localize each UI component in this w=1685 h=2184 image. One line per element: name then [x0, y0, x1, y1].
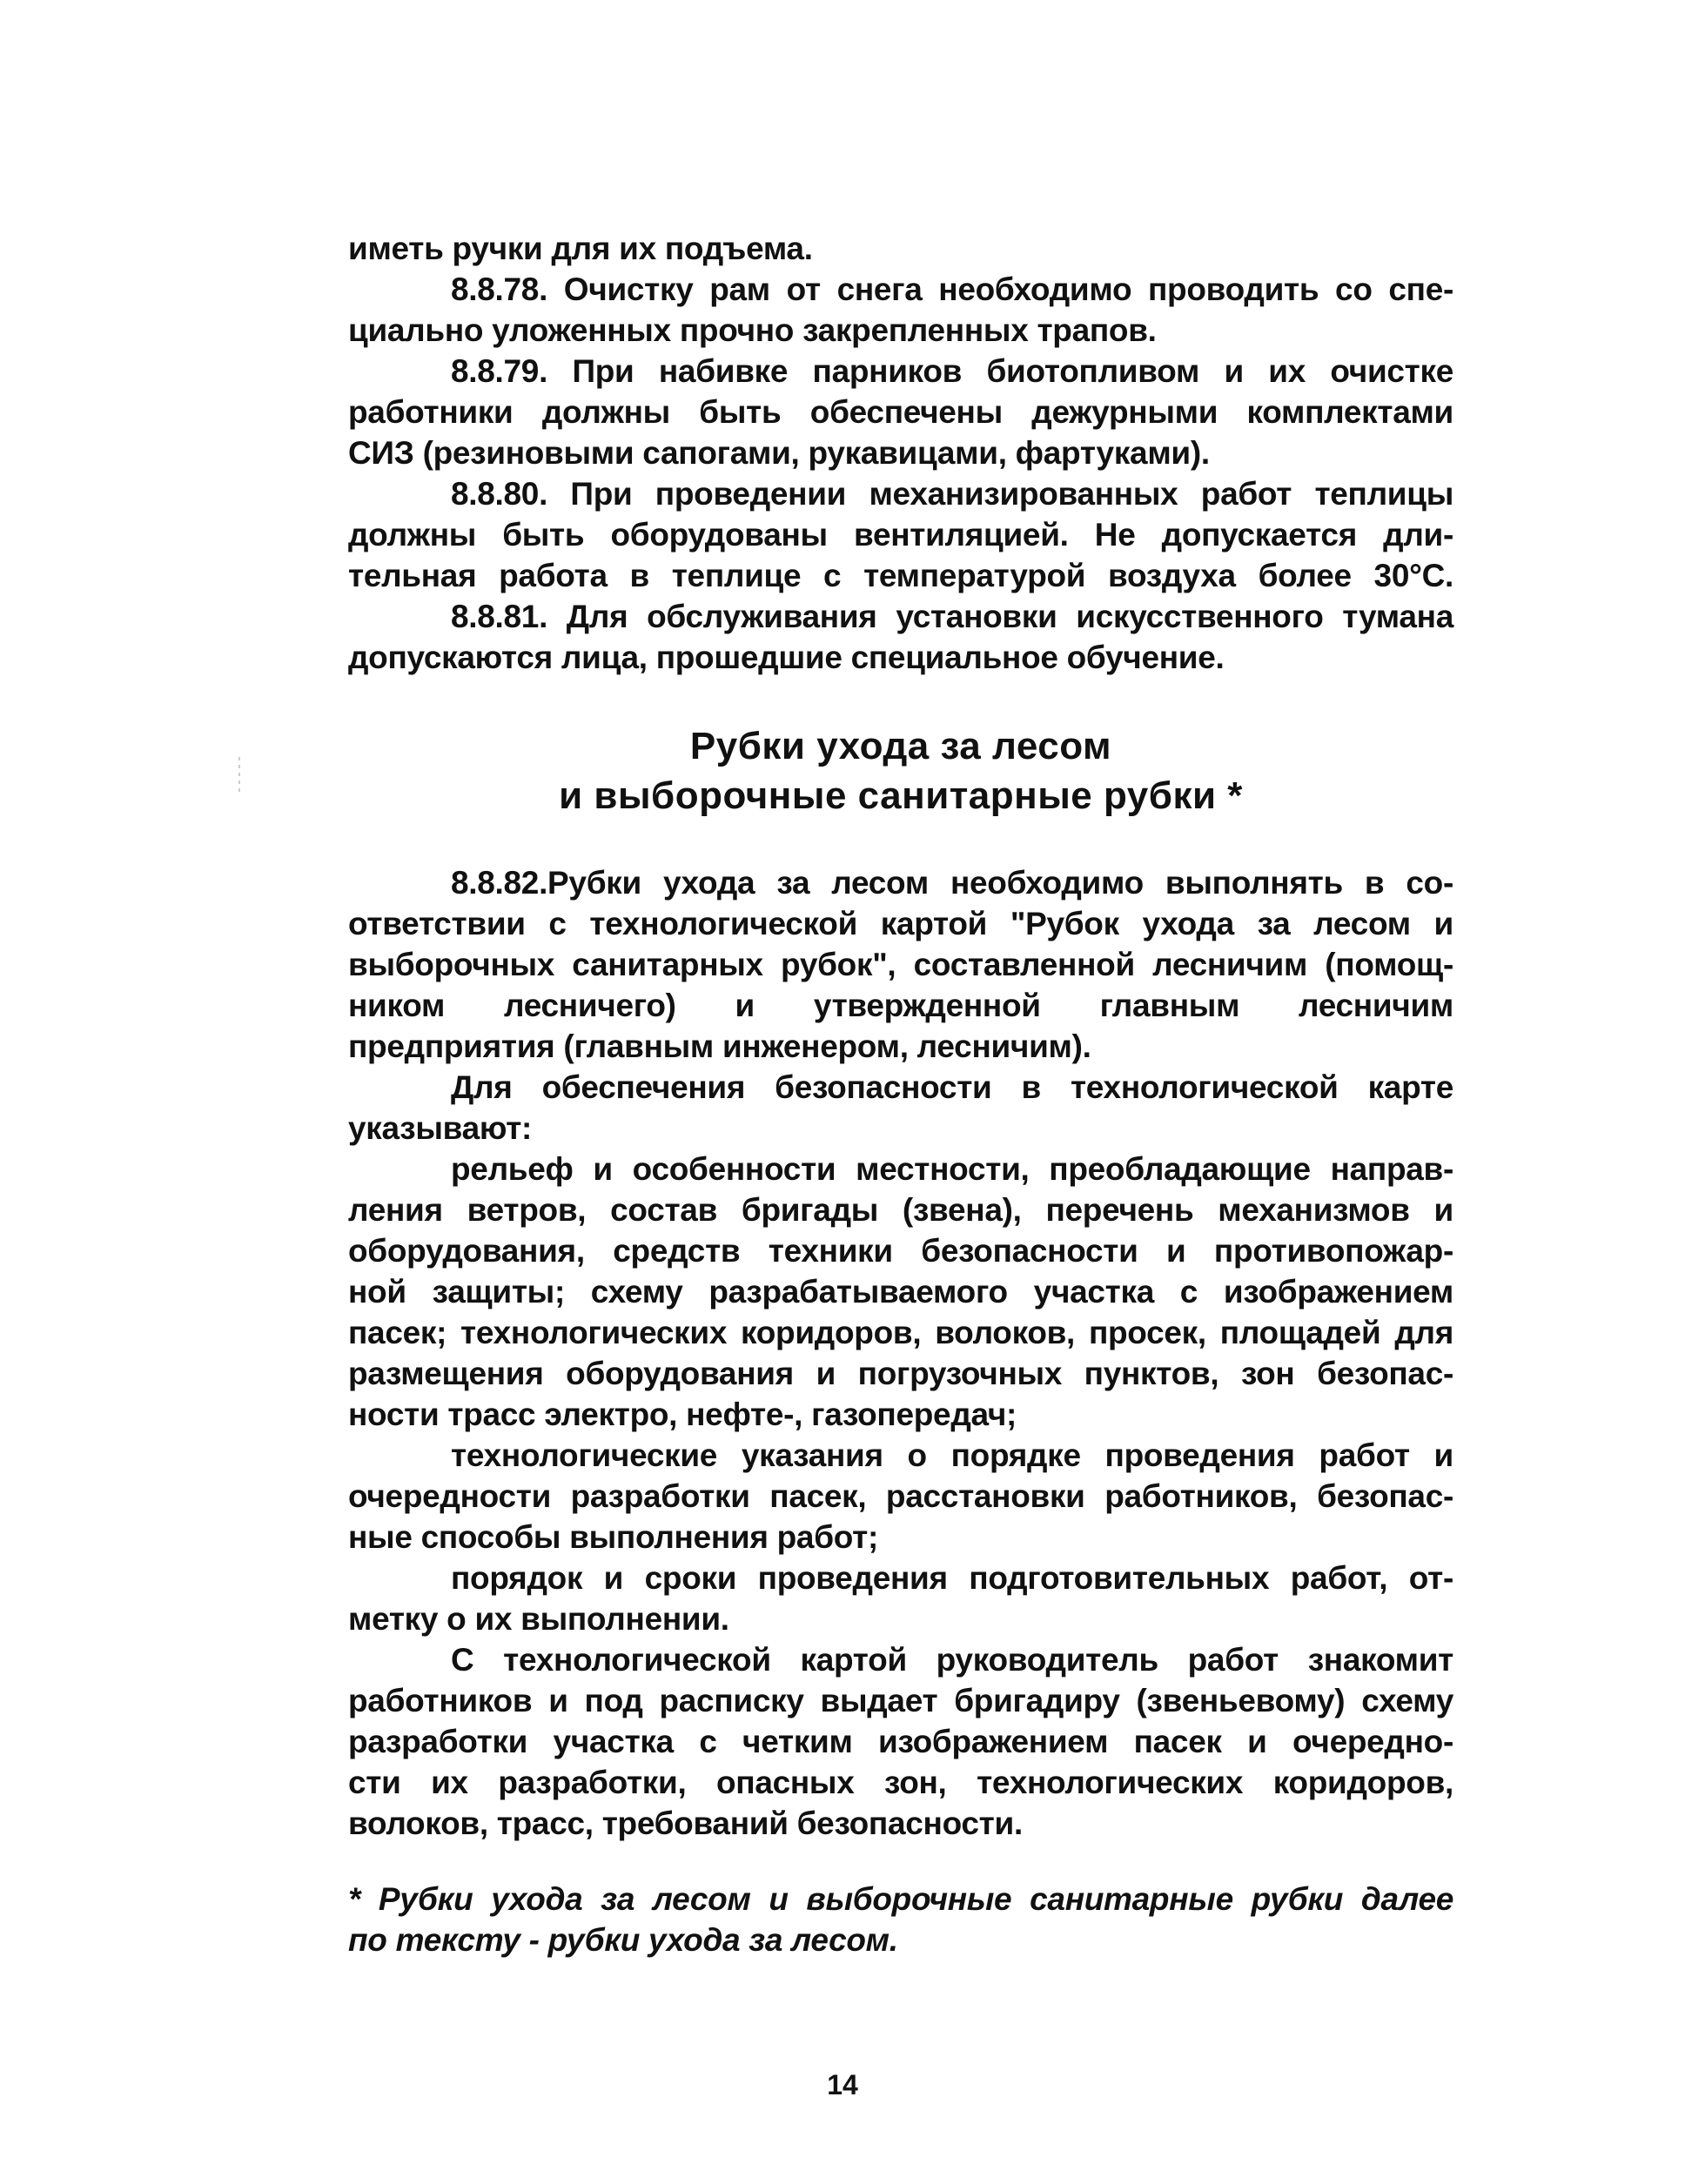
text-line: 8.8.80. При проведении механизированных работ теплицы	[451, 476, 1453, 512]
page-number: 14	[827, 2069, 858, 2100]
footnote	[348, 1879, 1453, 1960]
text-line: циально уложенных прочно закрепленных трапов.	[348, 312, 1157, 348]
text-line: Для обеспечения безопасности в технологической карте	[451, 1069, 1453, 1105]
text-line: рельеф и особенности местности, преобладающие направ-	[451, 1151, 1453, 1187]
text-line: очередности разработки пасек, расстановки работников, безопас-	[348, 1478, 1453, 1514]
text-line: ности трасс электро, нефте-, газопередач;	[348, 1397, 1017, 1432]
text-line: сти их разработки, опасных зон, технологических коридоров,	[348, 1765, 1453, 1800]
section-heading	[348, 721, 1453, 821]
document-page	[348, 228, 1453, 1960]
text-line: ной защиты; схему разрабатываемого участка с изображением	[348, 1274, 1453, 1310]
section-title-line-1: Рубки ухода за лесом	[689, 725, 1112, 767]
footnote-line: * Рубки ухода за лесом и выборочные санитарные рубки далее	[348, 1881, 1453, 1917]
text-line: иметь ручки для их подъема.	[348, 231, 813, 266]
text-line: разработки участка с четким изображением пасек и очередно-	[348, 1724, 1453, 1759]
text-line: выборочных санитарных рубок", составленной лесничим (помощ-	[348, 947, 1453, 982]
text-line: предприятия (главным инженером, лесничим).	[348, 1028, 1091, 1064]
text-line: ответствии с технологической картой "Рубок ухода за лесом и	[348, 906, 1453, 941]
text-line: ления ветров, состав бригады (звена), перечень механизмов и	[348, 1192, 1453, 1228]
text-line: работников и под расписку выдает бригадиру (звеньевому) схему	[348, 1683, 1453, 1718]
footnote-line: по тексту - рубки ухода за лесом.	[348, 1922, 898, 1958]
text-line: оборудования, средств техники безопасности и противопожар-	[348, 1233, 1453, 1269]
text-line: должны быть оборудованы вентиляцией. Не допускается дли-	[348, 517, 1453, 553]
text-line: 8.8.82.Рубки ухода за лесом необходимо выполнять в со-	[451, 865, 1453, 901]
text-line: ником лесничего) и утвержденной главным лесничим	[348, 988, 1453, 1023]
text-line: волоков, трасс, требований безопасности.	[348, 1805, 1023, 1841]
text-line: указывают:	[348, 1110, 533, 1146]
text-line: метку о их выполнении.	[348, 1601, 729, 1637]
paragraphs-main	[348, 862, 1453, 1844]
text-line: допускаются лица, прошедшие специальное обучение.	[348, 640, 1225, 675]
section-title-line-2: и выборочные санитарные рубки *	[559, 774, 1243, 817]
text-line: 8.8.79. При набивке парников биотопливом и их очистке	[451, 353, 1453, 389]
margin-mark	[238, 757, 240, 795]
paragraphs-top	[348, 228, 1453, 678]
text-line: ные способы выполнения работ;	[348, 1519, 878, 1555]
text-line: С технологической картой руководитель работ знакомит	[451, 1642, 1453, 1678]
text-line: пасек; технологических коридоров, волоков, просек, площадей для	[348, 1315, 1453, 1350]
text-line: тельная работа в теплице с температурой воздуха более 30°С.	[348, 558, 1453, 593]
text-line: СИЗ (резиновыми сапогами, рукавицами, фартуками).	[348, 435, 1210, 471]
text-line: размещения оборудования и погрузочных пунктов, зон безопас-	[348, 1356, 1453, 1391]
text-line: 8.8.81. Для обслуживания установки искусственного тумана	[451, 599, 1453, 634]
text-line: 8.8.78. Очистку рам от снега необходимо проводить со спе-	[451, 271, 1453, 307]
text-line: технологические указания о порядке проведения работ и	[451, 1437, 1453, 1473]
text-line: работники должны быть обеспечены дежурными комплектами	[348, 394, 1453, 430]
text-line: порядок и сроки проведения подготовительных работ, от-	[451, 1560, 1453, 1596]
